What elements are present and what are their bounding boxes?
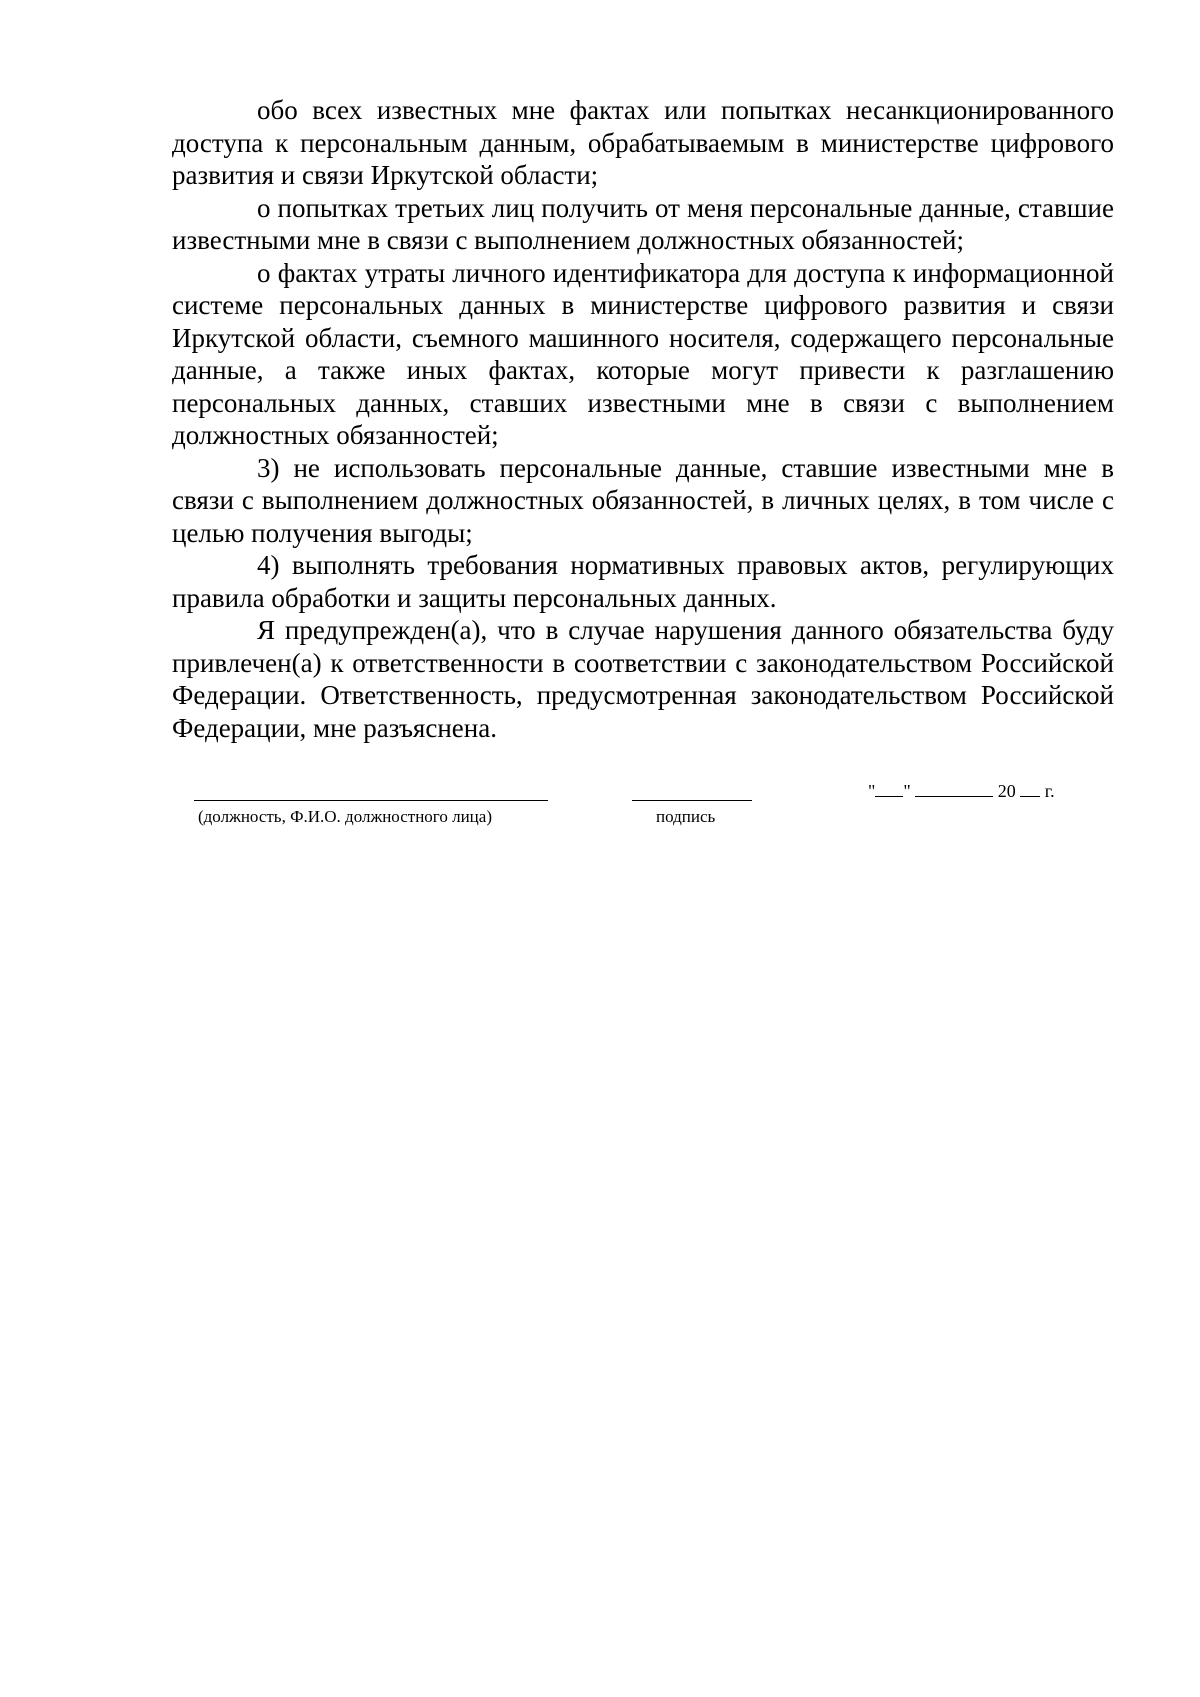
date-year-prefix: 20 — [997, 781, 1016, 801]
date-field[interactable] — [868, 778, 1055, 802]
date-month-blank[interactable] — [915, 778, 993, 797]
signature-caption: подпись — [656, 807, 716, 826]
paragraph-identifier-loss: о фактах утраты личного идентификатора для доступа к информационной системе персональных данных в министерстве цифрового развития и связи Иркутской области, съемного машинного носителя, содержащего персональные данные, а также иных фактах, которые могут привести к разглашению персональных данных, ставших известными мне в связи с выполнением должностных обязанностей; — [172, 257, 1114, 450]
paragraph-third-party-attempts: о попытках третьих лиц получить от меня персональные данные, ставшие известными мне в связи с выполнением должностных обязанностей; — [172, 192, 1114, 255]
date-year-suffix: г. — [1044, 781, 1055, 801]
position-name-caption: (должность, Ф.И.О. должностного лица) — [198, 807, 492, 826]
position-name-line[interactable] — [194, 800, 548, 801]
date-year-blank[interactable] — [1020, 778, 1040, 797]
paragraph-no-personal-use: 3) не использовать персональные данные, ставшие известными мне в связи с выполнением должностных обязанностей, в личных целях, в том числе с целью получения выгоды; — [172, 452, 1114, 548]
date-quote-close: " — [903, 781, 911, 801]
document-body — [172, 94, 1114, 744]
paragraph-liability-warning: Я предупрежден(а), что в случае нарушения данного обязательства буду привлечен(а) к ответственности в соответствии с законодательством Российской Федерации. Ответственность, предусмотренная законодательством Российской Федерации, мне разъяснена. — [172, 615, 1114, 743]
date-day-blank[interactable] — [875, 778, 903, 797]
signature-line[interactable] — [632, 800, 752, 801]
paragraph-unauthorized-access: обо всех известных мне фактах или попытках несанкционированного доступа к персональным данным, обрабатываемым в министерстве цифрового развития и связи Иркутской области; — [172, 95, 1114, 190]
paragraph-comply-requirements: 4) выполнять требования нормативных правовых актов, регулирующих правила обработки и защиты персональных данных. — [172, 550, 1114, 613]
date-quote-open: " — [868, 781, 876, 801]
